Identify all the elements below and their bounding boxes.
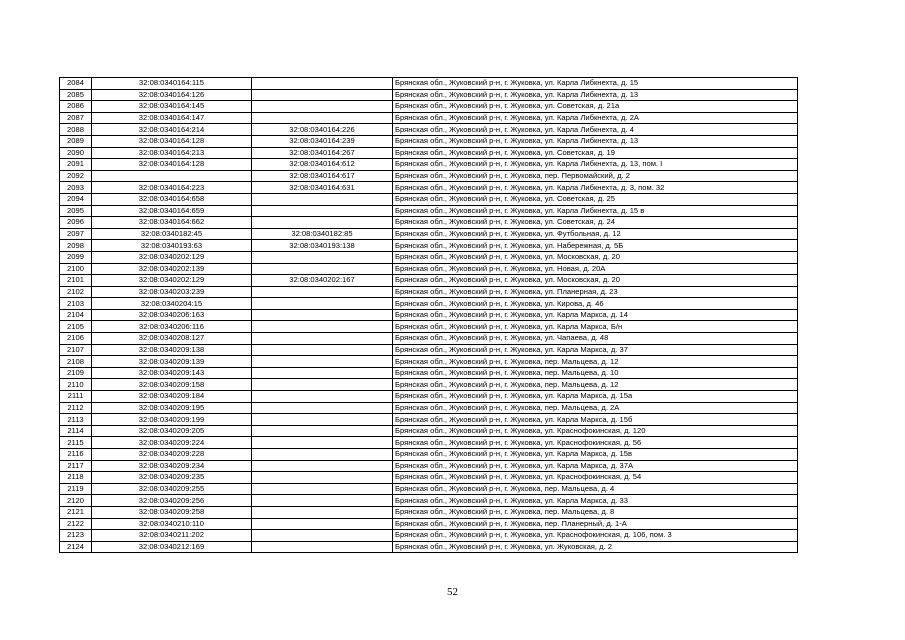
- property-address: Брянская обл., Жуковский р-н, г. Жуковка, ул. Московская, д. 20: [393, 251, 798, 263]
- row-number: 2106: [60, 333, 92, 345]
- linked-cadastral-number: [252, 437, 393, 449]
- table-row: [60, 159, 798, 171]
- linked-cadastral-number: [252, 506, 393, 518]
- row-number: 2105: [60, 321, 92, 333]
- table-row: [60, 379, 798, 391]
- linked-cadastral-number: [252, 298, 393, 310]
- property-address: Брянская обл., Жуковский р-н, г. Жуковка, ул. Жуковская, д. 2: [393, 541, 798, 553]
- row-number: 2112: [60, 402, 92, 414]
- table-row: [60, 170, 798, 182]
- cadastral-number: 32:08:0340204:15: [92, 298, 252, 310]
- linked-cadastral-number: 32:08:0340164:617: [252, 170, 393, 182]
- property-address: Брянская обл., Жуковский р-н, г. Жуковка, пер. Мальцева, д. 10: [393, 367, 798, 379]
- table-row: [60, 402, 798, 414]
- property-address: Брянская обл., Жуковский р-н, г. Жуковка, ул. Карла Либкнехта, д. 13: [393, 89, 798, 101]
- linked-cadastral-number: [252, 379, 393, 391]
- cadastral-number: 32:08:0340164:658: [92, 193, 252, 205]
- linked-cadastral-number: [252, 78, 393, 90]
- linked-cadastral-number: [252, 449, 393, 461]
- property-address: Брянская обл., Жуковский р-н, г. Жуковка, ул. Советская, д. 24: [393, 217, 798, 229]
- table-row: [60, 437, 798, 449]
- table-row: [60, 391, 798, 403]
- cadastral-number: 32:08:0340209:199: [92, 414, 252, 426]
- cadastral-number: 32:08:0340209:138: [92, 344, 252, 356]
- linked-cadastral-number: 32:08:0340164:239: [252, 135, 393, 147]
- table-row: [60, 425, 798, 437]
- cadastral-number: 32:08:0340209:234: [92, 460, 252, 472]
- linked-cadastral-number: [252, 263, 393, 275]
- cadastral-number: 32:08:0340209:184: [92, 391, 252, 403]
- table-row: [60, 344, 798, 356]
- cadastral-number: 32:08:0340202:139: [92, 263, 252, 275]
- property-address: Брянская обл., Жуковский р-н, г. Жуковка, ул. Набережная, д. 5Б: [393, 240, 798, 252]
- row-number: 2086: [60, 101, 92, 113]
- linked-cadastral-number: [252, 193, 393, 205]
- cadastral-number: 32:08:0340164:223: [92, 182, 252, 194]
- cadastral-number: 32:08:0340209:139: [92, 356, 252, 368]
- property-address: Брянская обл., Жуковский р-н, г. Жуковка, пер. Первомайский, д. 2: [393, 170, 798, 182]
- table-row: [60, 124, 798, 136]
- linked-cadastral-number: [252, 251, 393, 263]
- row-number: 2113: [60, 414, 92, 426]
- property-address: Брянская обл., Жуковский р-н, г. Жуковка, ул. Краснофокинская, д. 54: [393, 472, 798, 484]
- linked-cadastral-number: [252, 286, 393, 298]
- table-row: [60, 506, 798, 518]
- cadastral-number: 32:08:0340164:128: [92, 159, 252, 171]
- cadastral-number: 32:08:0340202:129: [92, 251, 252, 263]
- property-address: Брянская обл., Жуковский р-н, г. Жуковка, ул. Кирова, д. 46: [393, 298, 798, 310]
- row-number: 2089: [60, 135, 92, 147]
- linked-cadastral-number: [252, 541, 393, 553]
- table-row: [60, 449, 798, 461]
- row-number: 2100: [60, 263, 92, 275]
- table-row: [60, 495, 798, 507]
- table-row: [60, 182, 798, 194]
- property-address: Брянская обл., Жуковский р-н, г. Жуковка, ул. Планерная, д. 23: [393, 286, 798, 298]
- linked-cadastral-number: [252, 460, 393, 472]
- linked-cadastral-number: 32:08:0340202:167: [252, 275, 393, 287]
- property-address: Брянская обл., Жуковский р-н, г. Жуковка, ул. Советская, д. 19: [393, 147, 798, 159]
- cadastral-number: 32:08:0340202:129: [92, 275, 252, 287]
- cadastral-number: 32:08:0340212:169: [92, 541, 252, 553]
- cadastral-number: 32:08:0340208:127: [92, 333, 252, 345]
- cadastral-number: 32:08:0340164:214: [92, 124, 252, 136]
- table-row: [60, 298, 798, 310]
- row-number: 2094: [60, 193, 92, 205]
- row-number: 2107: [60, 344, 92, 356]
- row-number: 2121: [60, 506, 92, 518]
- linked-cadastral-number: 32:08:0340193:138: [252, 240, 393, 252]
- property-table-container: [59, 77, 798, 553]
- cadastral-number: 32:08:0340182:45: [92, 228, 252, 240]
- table-row: [60, 240, 798, 252]
- linked-cadastral-number: 32:08:0340164:612: [252, 159, 393, 171]
- row-number: 2122: [60, 518, 92, 530]
- property-address: Брянская обл., Жуковский р-н, г. Жуковка, ул. Карла Либкнехта, д. 13, пом. I: [393, 159, 798, 171]
- property-address: Брянская обл., Жуковский р-н, г. Жуковка, пер. Мальцева, д. 4: [393, 483, 798, 495]
- linked-cadastral-number: [252, 495, 393, 507]
- cadastral-number: 32:08:0340164:128: [92, 135, 252, 147]
- cadastral-number: 32:08:0340211:202: [92, 530, 252, 542]
- row-number: 2124: [60, 541, 92, 553]
- linked-cadastral-number: [252, 112, 393, 124]
- cadastral-number: 32:08:0340193:63: [92, 240, 252, 252]
- linked-cadastral-number: [252, 356, 393, 368]
- linked-cadastral-number: [252, 472, 393, 484]
- row-number: 2102: [60, 286, 92, 298]
- table-row: [60, 135, 798, 147]
- row-number: 2097: [60, 228, 92, 240]
- table-row: [60, 193, 798, 205]
- property-address: Брянская обл., Жуковский р-н, г. Жуковка, ул. Карла Маркса, Б/н: [393, 321, 798, 333]
- table-row: [60, 205, 798, 217]
- linked-cadastral-number: [252, 101, 393, 113]
- property-address: Брянская обл., Жуковский р-н, г. Жуковка, пер. Планерный, д. 1-А: [393, 518, 798, 530]
- row-number: 2098: [60, 240, 92, 252]
- property-address: Брянская обл., Жуковский р-н, г. Жуковка, ул. Карла Либкнехта, д. 3, пом. 32: [393, 182, 798, 194]
- page-number: 52: [447, 586, 458, 598]
- row-number: 2095: [60, 205, 92, 217]
- property-address: Брянская обл., Жуковский р-н, г. Жуковка, ул. Карла Маркса, д. 33: [393, 495, 798, 507]
- row-number: 2108: [60, 356, 92, 368]
- table-row: [60, 217, 798, 229]
- table-row: [60, 251, 798, 263]
- cadastral-number: 32:08:0340164:126: [92, 89, 252, 101]
- linked-cadastral-number: 32:08:0340182:85: [252, 228, 393, 240]
- cadastral-number: 32:08:0340206:116: [92, 321, 252, 333]
- table-body: [60, 78, 798, 553]
- property-address: Брянская обл., Жуковский р-н, г. Жуковка, ул. Карла Либкнехта, д. 4: [393, 124, 798, 136]
- linked-cadastral-number: [252, 483, 393, 495]
- row-number: 2087: [60, 112, 92, 124]
- cadastral-number: 32:08:0340209:228: [92, 449, 252, 461]
- property-address: Брянская обл., Жуковский р-н, г. Жуковка, пер. Мальцева, д. 12: [393, 379, 798, 391]
- table-row: [60, 147, 798, 159]
- table-row: [60, 101, 798, 113]
- property-address: Брянская обл., Жуковский р-н, г. Жуковка, ул. Советская, д. 25: [393, 193, 798, 205]
- linked-cadastral-number: [252, 518, 393, 530]
- linked-cadastral-number: [252, 367, 393, 379]
- table-row: [60, 78, 798, 90]
- linked-cadastral-number: 32:08:0340164:631: [252, 182, 393, 194]
- property-address: Брянская обл., Жуковский р-н, г. Жуковка, ул. Карла Маркса, д. 15б: [393, 414, 798, 426]
- cadastral-number: 32:08:0340164:659: [92, 205, 252, 217]
- row-number: 2085: [60, 89, 92, 101]
- cadastral-number: 32:08:0340209:235: [92, 472, 252, 484]
- property-address: Брянская обл., Жуковский р-н, г. Жуковка, пер. Мальцева, д. 12: [393, 356, 798, 368]
- cadastral-number: 32:08:0340209:143: [92, 367, 252, 379]
- table-row: [60, 414, 798, 426]
- table-row: [60, 89, 798, 101]
- linked-cadastral-number: [252, 425, 393, 437]
- linked-cadastral-number: [252, 391, 393, 403]
- linked-cadastral-number: [252, 89, 393, 101]
- property-address: Брянская обл., Жуковский р-н, г. Жуковка, ул. Краснофокинская, д. 106, пом. 3: [393, 530, 798, 542]
- linked-cadastral-number: [252, 402, 393, 414]
- row-number: 2101: [60, 275, 92, 287]
- row-number: 2120: [60, 495, 92, 507]
- property-address: Брянская обл., Жуковский р-н, г. Жуковка, ул. Карла Либкнехта, д. 2А: [393, 112, 798, 124]
- cadastral-number: 32:08:0340164:662: [92, 217, 252, 229]
- table-row: [60, 367, 798, 379]
- linked-cadastral-number: [252, 530, 393, 542]
- row-number: 2091: [60, 159, 92, 171]
- row-number: 2099: [60, 251, 92, 263]
- linked-cadastral-number: [252, 321, 393, 333]
- cadastral-number: 32:08:0340209:195: [92, 402, 252, 414]
- property-table: [59, 77, 798, 553]
- row-number: 2093: [60, 182, 92, 194]
- row-number: 2103: [60, 298, 92, 310]
- property-address: Брянская обл., Жуковский р-н, г. Жуковка, ул. Краснофокинская, д. 56: [393, 437, 798, 449]
- linked-cadastral-number: 32:08:0340164:267: [252, 147, 393, 159]
- row-number: 2092: [60, 170, 92, 182]
- property-address: Брянская обл., Жуковский р-н, г. Жуковка, ул. Чапаева, д. 48: [393, 333, 798, 345]
- property-address: Брянская обл., Жуковский р-н, г. Жуковка, ул. Карла Маркса, д. 37А: [393, 460, 798, 472]
- property-address: Брянская обл., Жуковский р-н, г. Жуковка, ул. Карла Маркса, д. 15а: [393, 391, 798, 403]
- property-address: Брянская обл., Жуковский р-н, г. Жуковка, ул. Карла Либкнехта, д. 15: [393, 78, 798, 90]
- property-address: Брянская обл., Жуковский р-н, г. Жуковка, ул. Карла Маркса, д. 14: [393, 309, 798, 321]
- row-number: 2115: [60, 437, 92, 449]
- cadastral-number: 32:08:0340210:110: [92, 518, 252, 530]
- table-row: [60, 275, 798, 287]
- row-number: 2114: [60, 425, 92, 437]
- table-row: [60, 321, 798, 333]
- row-number: 2088: [60, 124, 92, 136]
- row-number: 2123: [60, 530, 92, 542]
- table-row: [60, 286, 798, 298]
- linked-cadastral-number: [252, 205, 393, 217]
- cadastral-number: 32:08:0340203:239: [92, 286, 252, 298]
- cadastral-number: 32:08:0340164:115: [92, 78, 252, 90]
- property-address: Брянская обл., Жуковский р-н, г. Жуковка, пер. Мальцева, д. 8: [393, 506, 798, 518]
- row-number: 2096: [60, 217, 92, 229]
- cadastral-number: 32:08:0340209:256: [92, 495, 252, 507]
- row-number: 2119: [60, 483, 92, 495]
- cadastral-number: [92, 170, 252, 182]
- linked-cadastral-number: [252, 344, 393, 356]
- cadastral-number: 32:08:0340164:147: [92, 112, 252, 124]
- table-row: [60, 483, 798, 495]
- property-address: Брянская обл., Жуковский р-н, г. Жуковка, ул. Карла Маркса, д. 15в: [393, 449, 798, 461]
- row-number: 2111: [60, 391, 92, 403]
- linked-cadastral-number: [252, 333, 393, 345]
- row-number: 2104: [60, 309, 92, 321]
- row-number: 2118: [60, 472, 92, 484]
- table-row: [60, 518, 798, 530]
- property-address: Брянская обл., Жуковский р-н, г. Жуковка, пер. Мальцева, д. 2А: [393, 402, 798, 414]
- linked-cadastral-number: [252, 217, 393, 229]
- table-row: [60, 228, 798, 240]
- property-address: Брянская обл., Жуковский р-н, г. Жуковка, ул. Новая, д. 20А: [393, 263, 798, 275]
- table-row: [60, 263, 798, 275]
- property-address: Брянская обл., Жуковский р-н, г. Жуковка, ул. Советская, д. 21а: [393, 101, 798, 113]
- cadastral-number: 32:08:0340209:224: [92, 437, 252, 449]
- linked-cadastral-number: 32:08:0340164:226: [252, 124, 393, 136]
- cadastral-number: 32:08:0340209:255: [92, 483, 252, 495]
- property-address: Брянская обл., Жуковский р-н, г. Жуковка, ул. Карла Либкнехта, д. 13: [393, 135, 798, 147]
- row-number: 2116: [60, 449, 92, 461]
- table-row: [60, 356, 798, 368]
- cadastral-number: 32:08:0340209:258: [92, 506, 252, 518]
- linked-cadastral-number: [252, 414, 393, 426]
- table-row: [60, 530, 798, 542]
- table-row: [60, 472, 798, 484]
- row-number: 2117: [60, 460, 92, 472]
- cadastral-number: 32:08:0340206:163: [92, 309, 252, 321]
- row-number: 2084: [60, 78, 92, 90]
- table-row: [60, 112, 798, 124]
- cadastral-number: 32:08:0340209:158: [92, 379, 252, 391]
- property-address: Брянская обл., Жуковский р-н, г. Жуковка, ул. Карла Маркса, д. 37: [393, 344, 798, 356]
- row-number: 2109: [60, 367, 92, 379]
- table-row: [60, 460, 798, 472]
- property-address: Брянская обл., Жуковский р-н, г. Жуковка, ул. Московская, д. 20: [393, 275, 798, 287]
- property-address: Брянская обл., Жуковский р-н, г. Жуковка, ул. Краснофокинская, д. 120: [393, 425, 798, 437]
- table-row: [60, 309, 798, 321]
- row-number: 2110: [60, 379, 92, 391]
- property-address: Брянская обл., Жуковский р-н, г. Жуковка, ул. Карла Либкнехта, д. 15 в: [393, 205, 798, 217]
- table-row: [60, 541, 798, 553]
- cadastral-number: 32:08:0340164:213: [92, 147, 252, 159]
- table-row: [60, 333, 798, 345]
- cadastral-number: 32:08:0340164:145: [92, 101, 252, 113]
- cadastral-number: 32:08:0340209:205: [92, 425, 252, 437]
- linked-cadastral-number: [252, 309, 393, 321]
- row-number: 2090: [60, 147, 92, 159]
- property-address: Брянская обл., Жуковский р-н, г. Жуковка, ул. Футбольная, д. 12: [393, 228, 798, 240]
